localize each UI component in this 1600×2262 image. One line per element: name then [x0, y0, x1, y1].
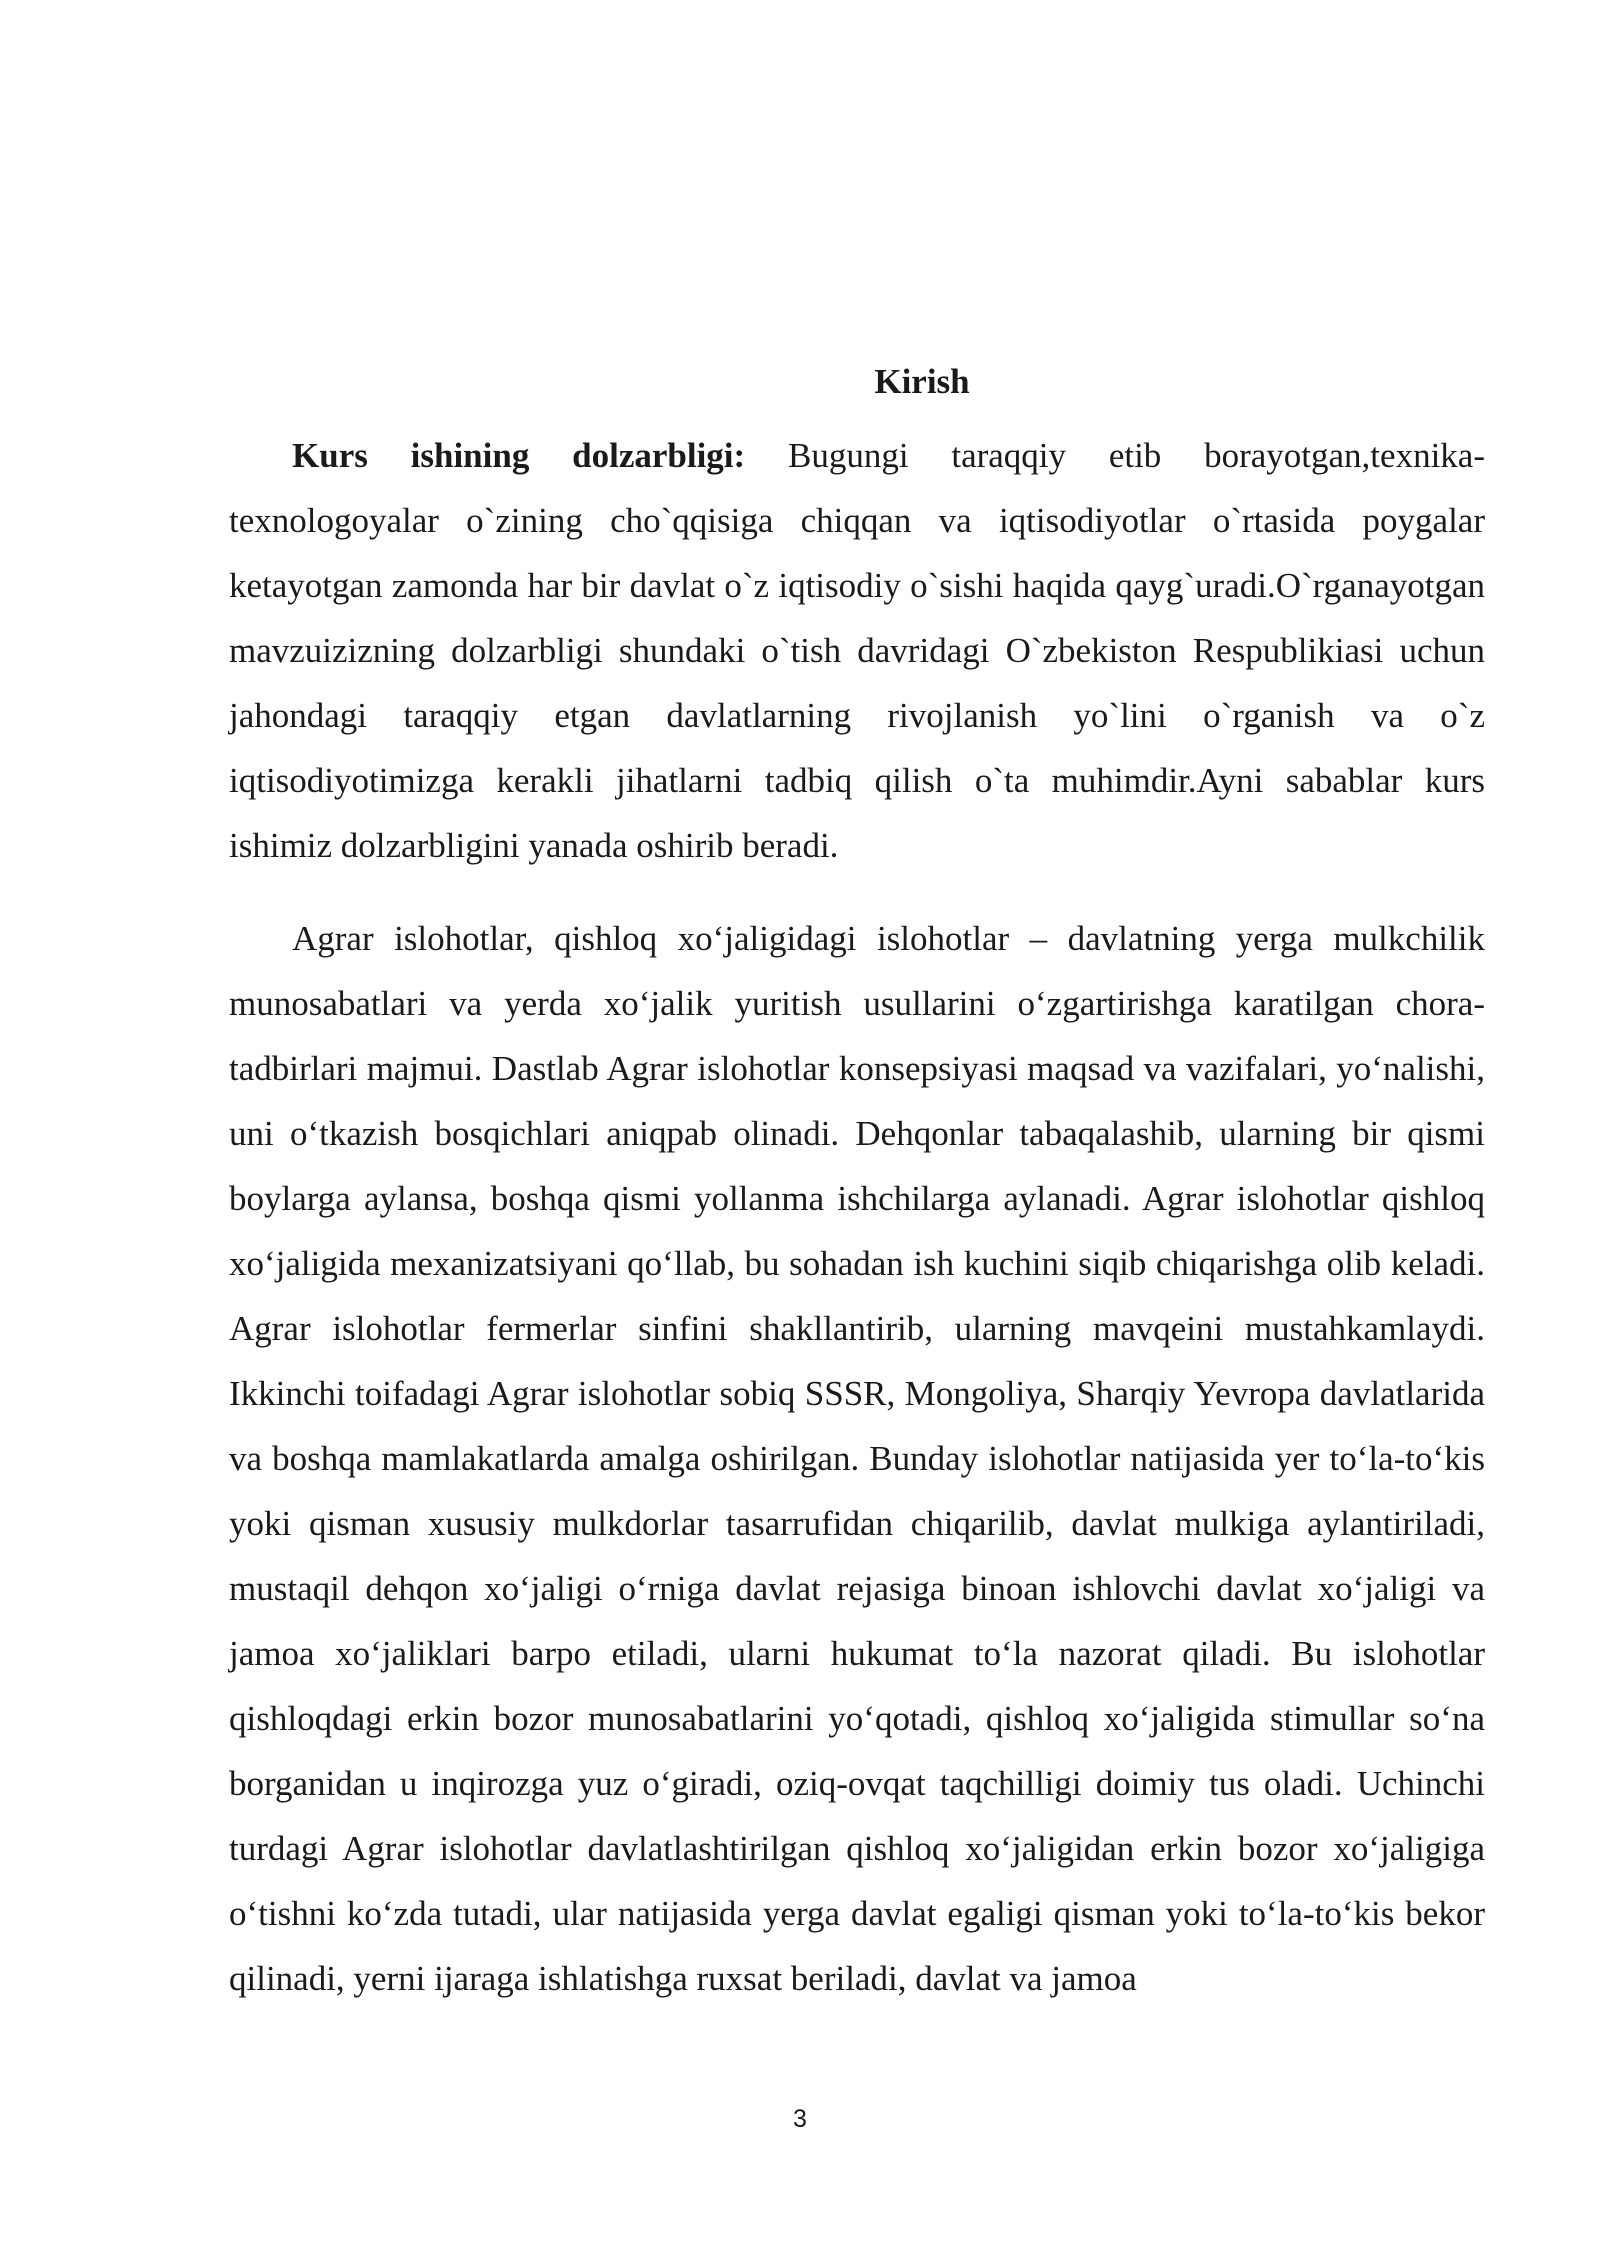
paragraph-body: Bugungi taraqqiy etib borayotgan,texnika-texnologoyalar o`zining cho`qqisiga chiqqan va iqtisodiyotlar o`rtasida poygalar ketayotgan zamonda har bir davlat o`z iqtisodiy o`sishi haqida qayg`uradi.O`rganayotgan mavzuizizning dolzarbligi shundaki o`tish davridagi O`zbekiston Respublikiasi uchun jahondagi taraqqiy etgan davlatlarning rivojlanish yo`lini o`rganish va o`z iqtisodiyotimizga kerakli jihatlarni tadbiq qilish o`ta muhimdir.Ayni sabablar kurs ishimiz dolzarbligini yanada oshirib beradi. [229, 436, 1485, 865]
section-title: Kirish [874, 362, 970, 401]
page-number: 3 [793, 2105, 807, 2133]
paragraph-agrarian-reforms: Agrar islohotlar, qishloq xo‘jaligidagi islohotlar – davlatning yerga mulkchilik munosabatlari va yerda xo‘jalik yuritish usullarini o‘zgartirishga karatilgan chora-tadbirlari majmui. Dastlab Agrar islohotlar konsepsiyasi maqsad va vazifalari, yo‘nalishi, uni o‘tkazish bosqichlari aniqpab olinadi. Dehqonlar tabaqalashib, ularning bir qismi boylarga aylansa, boshqa qismi yollanma ishchilarga aylanadi. Agrar islohotlar qishloq xo‘jaligida mexanizatsiyani qo‘llab, bu sohadan ish kuchini siqib chiqarishga olib keladi. Agrar islohotlar fermerlar sinfini shakllantirib, ularning mavqeini mustahkamlaydi. Ikkinchi toifadagi Agrar islohotlar sobiq SSSR, Mongoliya, Sharqiy Yevropa davlatlarida va boshqa mamlakatlarda amalga oshirilgan. Bunday islohotlar natijasida yer to‘la-to‘kis yoki qisman xususiy mulkdorlar tasarrufidan chiqarilib, davlat mulkiga aylantiriladi, mustaqil dehqon xo‘jaligi o‘rniga davlat rejasiga binoan ishlovchi davlat xo‘jaligi va jamoa xo‘jaliklari barpo etiladi, ularni hukumat to‘la nazorat qiladi. Bu islohotlar qishloqdagi erkin bozor munosabatlarini yo‘qotadi, qishloq xo‘jaligida stimullar so‘na borganidan u inqirozga yuz o‘giradi, oziq-ovqat taqchilligi doimiy tus oladi. Uchinchi turdagi Agrar islohotlar davlatlashtirilgan qishloq xo‘jaligidan erkin bozor xo‘jaligiga o‘tishni ko‘zda tutadi, ular natijasida yerga davlat egaligi qisman yoki to‘la-to‘kis bekor qilinadi, yerni ijaraga ishlatishga ruxsat beriladi, davlat va jamoa [229, 919, 1485, 1998]
paragraph-relevance [229, 423, 1485, 878]
paragraph-lead: Kurs ishining dolzarbligi: [292, 436, 746, 475]
page-content [229, 355, 1485, 2011]
